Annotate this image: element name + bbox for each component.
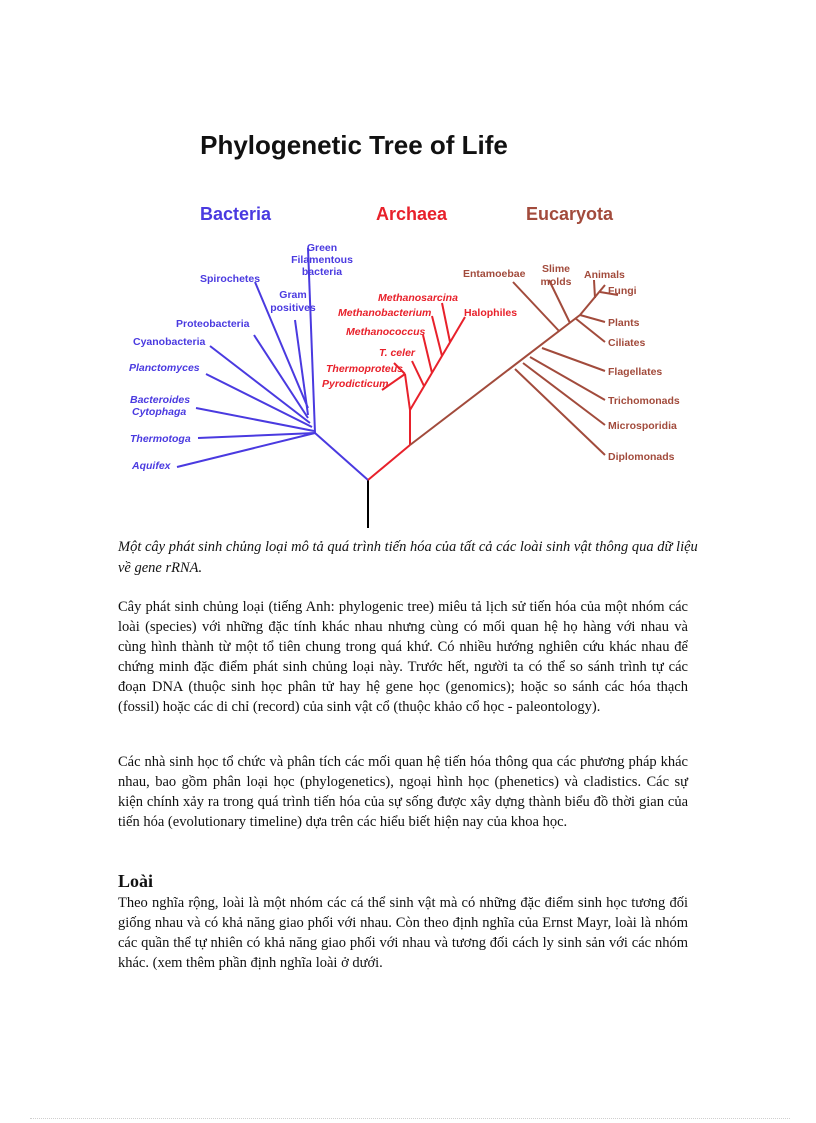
leaf-slime-molds-line1: Slime [541,263,571,275]
leaf-green-filamentous-line1: Green [306,242,338,254]
leaf-spirochetes: Spirochetes [200,273,261,285]
leaf-t-celer: T. celer [379,347,415,359]
branch-animals [594,280,595,298]
leaf-aquifex: Aquifex [132,460,171,472]
branch-plants [580,315,605,322]
paragraph-evolution-methods: Các nhà sinh học tổ chức và phân tích các mối quan hệ tiến hóa thông qua các phương pháp khác nhau, bao gồm phân loại học (phylogenetics), ngoại hình học (phenetics) và cladistics. Các sự kiện chính xảy ra trong quá trình tiến hóa của sự sống được xây dựng thành biểu đồ thời gian của tiến hóa (evolutionary timeline) dựa trên các hiểu biết hiện nay của khoa học. [118,754,688,830]
leaf-green-filamentous-line2: Filamentous [291,254,353,266]
leaf-microsporidia: Microsporidia [608,420,677,432]
leaf-methanococcus: Methanococcus [346,326,426,338]
branch-flagellates [542,348,605,371]
branch-t-celer [412,361,424,386]
branch-eucaryota-trunk [410,315,580,445]
leaf-thermotoga: Thermotoga [130,433,191,445]
leaf-ciliates: Ciliates [608,337,646,349]
branch-archaea-trunk [368,445,410,480]
leaf-trichomonads: Trichomonads [608,395,680,407]
leaf-diplomonads: Diplomonads [608,451,675,463]
branch-aquifex [177,433,315,467]
branch-methanococcus [423,335,432,373]
leaf-gram-positives-line1: Gram [279,289,307,301]
branch-methanobacterium [432,316,442,356]
leaf-proteobacteria: Proteobacteria [176,318,250,330]
section-heading-loai: Loài [118,871,154,891]
paragraph-species-definition: Theo nghĩa rộng, loài là một nhóm các cá thể sinh vật mà có những đặc điểm sinh học tương đối giống nhau và có khả năng giao phối với nhau. Còn theo định nghĩa của Ernst Mayr, loài là nhóm các quần thể tự nhiên có khả năng giao phối với nhau và tương đối cách ly sinh sản với các nhóm khác. (xem thêm phần định nghĩa loài ở dưới. [118,895,688,971]
leaf-flagellates: Flagellates [608,366,663,378]
leaf-slime-molds-line2: molds [540,276,572,288]
figure-title: Phylogenetic Tree of Life [200,130,508,160]
leaf-green-filamentous-line3: bacteria [301,266,343,278]
leaf-animals: Animals [584,269,625,281]
leaf-pyrodicticum: Pyrodicticum [322,378,389,390]
branch-proteobacteria [254,335,308,418]
branch-methanosarcina [442,303,450,342]
page-bottom-divider [30,1118,790,1119]
leaf-methanosarcina: Methanosarcina [378,292,458,304]
domain-label-eucaryota: Eucaryota [526,204,614,224]
eucaryota-labels [463,263,680,463]
leaf-entamoebae: Entamoebae [463,268,526,280]
branch-entamoebae [513,282,559,331]
branch-diplomonads [515,369,605,455]
phylogenetic-tree-figure [110,120,700,532]
domain-label-bacteria: Bacteria [200,204,272,224]
domain-label-archaea: Archaea [376,204,448,224]
branch-pyrodicticum-stem [405,374,410,410]
leaf-methanobacterium: Methanobacterium [338,307,432,319]
leaf-plants: Plants [608,317,640,329]
paragraph-phylogenetic-tree: Cây phát sinh chủng loại (tiếng Anh: phylogenic tree) miêu tả lịch sử tiến hóa của một nhóm các loài (species) với những đặc tính khác nhau nhưng cùng có mối quan hệ họ hàng với nhau và cùng hình thành từ một tổ tiên chung trong quá khứ. Có nhiều hướng nghiên cứu khác nhau để chứng minh đặc điểm phát sinh chủng loại này. Trước hết, người ta có thể so sánh trình tự các đoạn DNA (thuộc sinh học phân tử hay hệ gene học (genomics); hoặc so sánh các hóa thạch (fossil) hoặc các di chỉ (record) của sinh vật cổ (thuộc khảo cổ học - paleontology). [118,599,688,715]
branch-crown [580,285,605,315]
figure-caption: Một cây phát sinh chủng loại mô tả quá trình tiến hóa của tất cả các loài sinh vật thông qua dữ liệu về gene rRNA. [118,539,698,576]
leaf-gram-positives-line2: positives [270,302,316,314]
leaf-planctomyces: Planctomyces [129,362,200,374]
leaf-halophiles: Halophiles [464,307,518,319]
leaf-cytophaga: Cytophaga [132,406,187,418]
leaf-cyanobacteria: Cyanobacteria [133,336,206,348]
leaf-fungi: Fungi [608,285,637,297]
leaf-thermoproteus: Thermoproteus [326,363,404,375]
leaf-bacteroides: Bacteroides [130,394,191,406]
branch-bacteria-trunk [315,433,368,480]
